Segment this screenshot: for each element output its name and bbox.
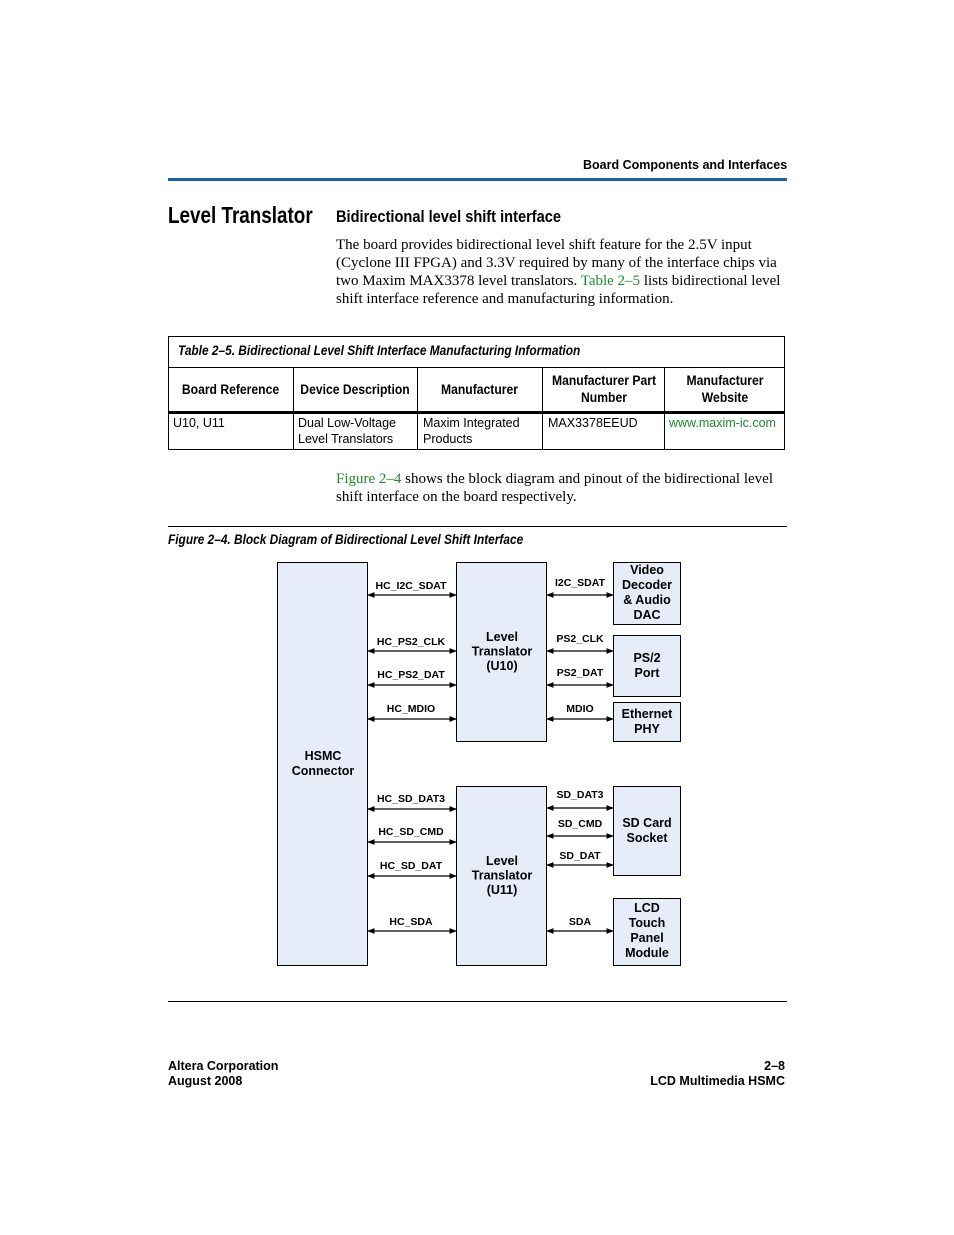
col-header-board-reference: Board Reference [181, 382, 280, 397]
signal-label-right: SD_DAT [559, 850, 601, 862]
block-label-line: Touch [628, 916, 666, 930]
block-label-line: HSMC [304, 749, 342, 763]
block-label-line: Level [486, 630, 518, 644]
section-title: Level Translator [168, 202, 313, 228]
block-label-line: Module [625, 946, 669, 960]
block-label-line: PHY [634, 722, 660, 736]
figure-2-4-link[interactable]: Figure 2–4 [336, 471, 402, 487]
cell-device-description-line2: Level Translators [298, 432, 394, 446]
col-header-manufacturer: Manufacturer [441, 382, 518, 397]
signal-label-left: HC_PS2_CLK [376, 636, 446, 648]
signal-label-right: PS2_DAT [556, 667, 604, 679]
signal-label-left: HC_SD_DAT3 [376, 793, 446, 805]
cell-device-description-line1: Dual Low-Voltage [298, 416, 396, 430]
signal-label-right: MDIO [566, 703, 594, 715]
block-label-line: Socket [626, 831, 668, 845]
sd-card-socket-label [622, 816, 671, 845]
signal-label-left: HC_SD_DAT [379, 860, 443, 872]
figure-caption: Figure 2–4. Block Diagram of Bidirectional Level Shift Interface [168, 532, 524, 547]
signal-label-left: HC_I2C_SDAT [375, 580, 447, 592]
block-label-line: Ethernet [621, 707, 673, 721]
signal-label-right: I2C_SDAT [555, 577, 605, 589]
signal-label-right: PS2_CLK [556, 633, 604, 645]
cell-manufacturer-line1: Maxim Integrated [423, 416, 520, 430]
footer-company: Altera Corporation [168, 1059, 279, 1073]
intro-text-a: The board provides bidirectional level shift feature for the 2.5V input (Cyclone III FPGA) and 3.3V required by many of the interface chips via two Maxim MAX3378 level translators. [336, 237, 777, 289]
cell-website-link[interactable]: www.maxim-ic.com [669, 416, 776, 430]
intro-text-b: lists bidirectional level shift interface reference and manufacturing information. [336, 273, 781, 307]
block-label-line: Translator [471, 868, 533, 883]
figure-ref-text: shows the block diagram and pinout of the bidirectional level shift interface on the board respectively. [336, 471, 773, 505]
block-label-line: Panel [630, 931, 664, 945]
block-label-line: & Audio [623, 593, 671, 607]
signal-label-right: SDA [568, 916, 592, 928]
block-label-line: (U11) [486, 883, 518, 897]
footer-date: August 2008 [168, 1074, 243, 1088]
block-label-line: Decoder [621, 578, 673, 592]
block-label-line: LCD [634, 901, 660, 915]
signal-label-left: HC_MDIO [386, 703, 436, 715]
signal-label-left: HC_SD_CMD [378, 826, 444, 838]
cell-manufacturer-line2: Products [423, 432, 473, 446]
table-2-5-link[interactable]: Table 2–5 [580, 273, 641, 289]
signal-label-left: HC_SDA [389, 916, 433, 928]
block-label-line: Translator [471, 644, 533, 659]
block-label-line: Level [486, 854, 518, 868]
figure-bottom-rule [168, 1001, 787, 1002]
ps2-port-label [633, 651, 660, 680]
cell-part-number: MAX3378EEUD [548, 416, 638, 430]
col-header-part-number: Manufacturer Part Number [552, 373, 656, 405]
subsection-title: Bidirectional level shift interface [336, 207, 562, 226]
signal-label-right: SD_DAT3 [556, 789, 604, 801]
block-label-line: Connector [291, 764, 355, 778]
table-caption: Table 2–5. Bidirectional Level Shift Interface Manufacturing Information [178, 343, 581, 358]
block-label-line: SD Card [622, 816, 672, 830]
block-label-line: PS/2 [633, 651, 661, 665]
block-label-line: (U10) [486, 659, 518, 673]
block-label-line: DAC [633, 608, 661, 622]
block-label-line: Video [630, 563, 664, 577]
block-label-line: Port [634, 666, 660, 680]
col-header-website: Manufacturer Website [686, 373, 764, 405]
col-header-device-description: Device Description [300, 382, 410, 397]
footer-page-number: 2–8 [764, 1059, 785, 1073]
signal-label-left: HC_PS2_DAT [377, 669, 445, 681]
signal-label-right: SD_CMD [557, 818, 603, 830]
running-header: Board Components and Interfaces [583, 158, 788, 172]
cell-board-reference: U10, U11 [173, 416, 225, 430]
footer-document-title: LCD Multimedia HSMC [650, 1074, 785, 1088]
